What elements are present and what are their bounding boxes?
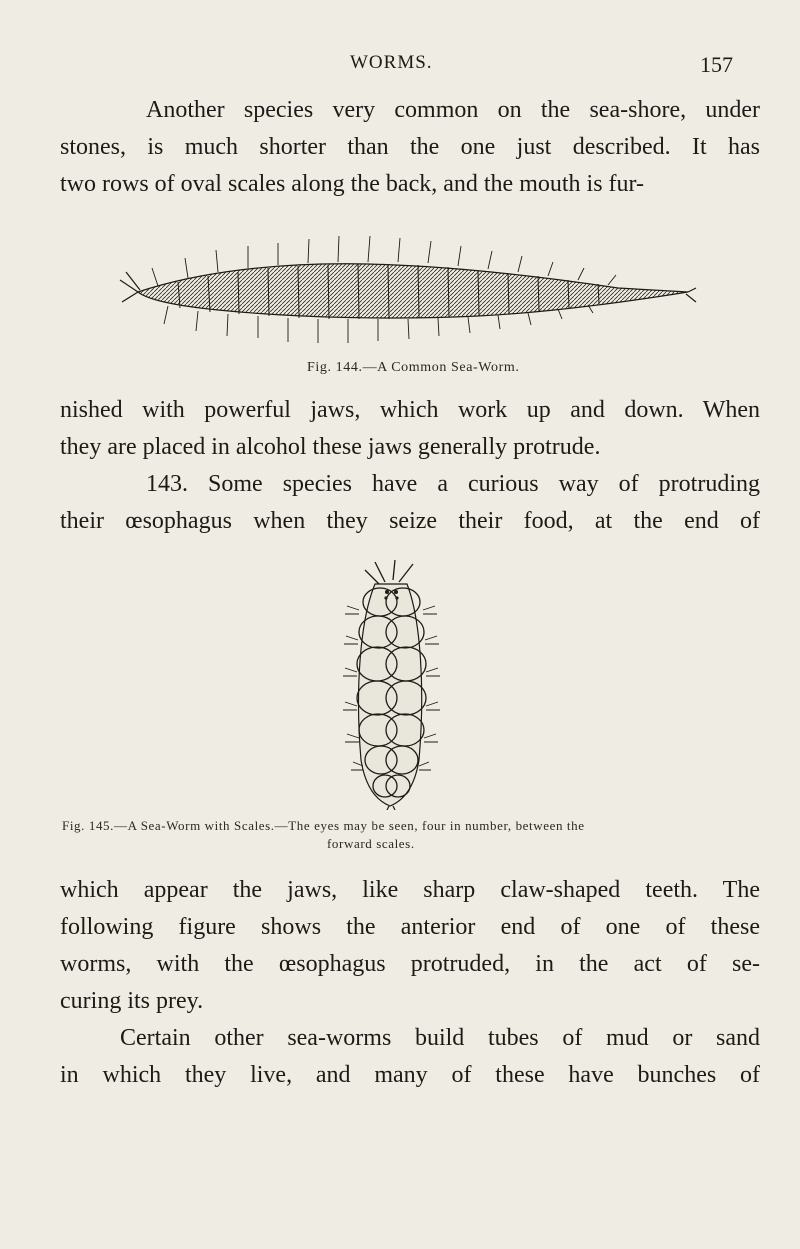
text-line: they are placed in alcohol these jaws generally protrude. (60, 434, 601, 460)
figure-144 (118, 232, 698, 352)
paragraph-5 (60, 1020, 760, 1094)
figure-144-caption: Fig. 144.—A Common Sea-Worm. (307, 360, 520, 375)
text-line: 143. Some species have a curious way of protruding (146, 471, 760, 497)
figure-145-caption-line-2: forward scales. (327, 836, 415, 851)
text-line: Another species very common on the sea-shore, under (146, 97, 760, 123)
text-line: which appear the jaws, like sharp claw-shaped teeth. The (60, 877, 760, 903)
text-line: in which they live, and many of these have bunches of (60, 1062, 760, 1088)
paragraph-3 (60, 466, 760, 540)
text-line: Certain other sea-worms build tubes of mud or sand (120, 1025, 760, 1051)
paragraph-2 (60, 392, 760, 466)
text-line: their œsophagus when they seize their food, at the end of (60, 508, 760, 534)
page-header (0, 52, 800, 82)
text-line: stones, is much shorter than the one just described. It has (60, 134, 760, 160)
running-title: WORMS. (350, 52, 433, 73)
sea-worm-illustration (118, 232, 698, 352)
scaled-sea-worm-illustration (335, 560, 450, 810)
figure-145 (335, 560, 450, 810)
figure-145-caption-line-1: Fig. 145.—A Sea-Worm with Scales.—The eyes may be seen, four in number, between the (62, 818, 585, 833)
paragraph-4 (60, 872, 760, 1020)
paragraph-1 (60, 92, 760, 203)
text-line: two rows of oval scales along the back, and the mouth is fur- (60, 171, 645, 197)
page-number: 157 (700, 52, 733, 77)
text-line: worms, with the œsophagus protruded, in the act of se- (60, 951, 760, 977)
text-line: following figure shows the anterior end of one of these (60, 914, 760, 940)
text-line: nished with powerful jaws, which work up and down. When (60, 397, 760, 423)
text-line: curing its prey. (60, 988, 204, 1014)
